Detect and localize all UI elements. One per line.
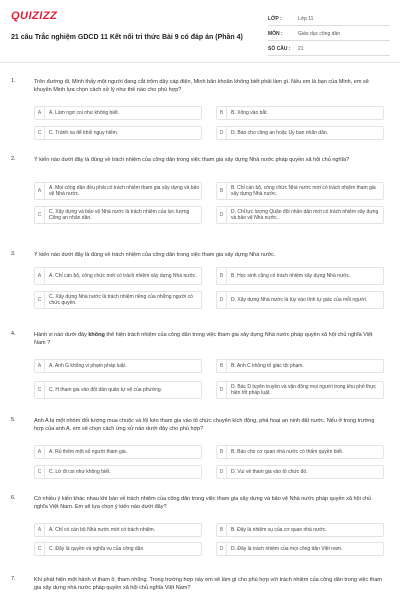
question-number: 1. — [11, 78, 16, 84]
question-text-after: thể hiện trách nhiệm của công dân trong việc tham gia xây dựng Nhà nước pháp quyền xã hội chủ nghĩa Việt Nam ? — [34, 332, 373, 346]
option-letter: D — [217, 292, 227, 308]
option-text: B. Xông vào bắt. — [231, 109, 268, 116]
option-letter: D — [217, 543, 227, 555]
option-c[interactable] — [34, 381, 202, 399]
meta-table — [268, 12, 390, 57]
option-text: A. Mọi công dân đều phải có trách nhiệm tham gia xây dựng và bảo vệ Nhà nước. — [49, 184, 200, 197]
option-a[interactable] — [34, 445, 202, 459]
meta-row-grade — [268, 12, 390, 26]
option-b[interactable] — [216, 182, 384, 200]
option-b[interactable] — [216, 106, 384, 120]
option-d[interactable] — [216, 542, 384, 556]
question-text: Anh A bị một nhóm đối tượng mua chuộc và lôi kéo tham gia vào tổ chức chuyên kích động, phá hoại an ninh đất nước. Nếu ở trong trường hợp của anh A, em sẽ chọn cách ứng xử nào dưới đây cho phù hợp? — [34, 418, 375, 432]
option-letter: A — [35, 524, 45, 536]
option-text: C. Xây dựng và bảo vệ Nhà nước là trách nhiệm của lực lượng Công an nhân dân. — [49, 208, 190, 221]
option-b[interactable] — [216, 445, 384, 459]
option-text: A. Anh G không vi phạm pháp luật. — [49, 362, 127, 369]
option-letter: A — [35, 268, 45, 284]
option-text: D. Chỉ lực lượng Quân đội nhân dân mới có trách nhiệm xây dựng và bảo vệ Nhà nước. — [231, 208, 379, 221]
option-letter: B — [217, 268, 227, 284]
option-letter: C — [35, 382, 45, 398]
option-c[interactable] — [34, 465, 202, 479]
option-letter: A — [35, 107, 45, 119]
option-letter: A — [35, 183, 45, 199]
option-c[interactable] — [34, 126, 202, 140]
option-letter: C — [35, 207, 45, 223]
meta-row-count — [268, 42, 390, 56]
option-text: B. Đây là nhiệm vụ của cơ quan nhà nước. — [231, 526, 327, 533]
option-a[interactable] — [34, 523, 202, 537]
option-letter: C — [35, 127, 45, 139]
option-letter: A — [35, 360, 45, 372]
option-letter: C — [35, 543, 45, 555]
option-d[interactable] — [216, 206, 384, 224]
option-text: C. Xây dựng Nhà nước là trách nhiệm riêng của những người có chức quyền. — [49, 293, 193, 306]
option-d[interactable] — [216, 126, 384, 140]
option-a[interactable] — [34, 182, 202, 200]
option-text: D. Xây dựng Nhà nước là tùy vào tính tự giác của mỗi người. — [231, 296, 368, 303]
question-text-emphasis: không — [88, 332, 105, 338]
question-text: Khi phát hiện một hành vi tham ô, tham nhũng. Trong trường hợp này em sẽ làm gì cho phù hợp với trách nhiệm của công dân trong việc tham gia xây dựng nhà nước pháp quyền xã hội chủ nghĩa Việt Nam? — [34, 577, 382, 591]
option-letter: D — [217, 127, 227, 139]
option-letter: B — [217, 446, 227, 458]
meta-value: 21 — [298, 45, 304, 52]
question-text: Có nhiều ý kiến khác nhau khi bàn về trách nhiệm của công dân trong việc tham gia xây dựng và bảo vệ Nhà nước pháp quyền xã hội chủ nghĩa Việt Nam. Em sẽ lựa chọn ý kiến nào dưới đây? — [34, 496, 372, 510]
option-letter: D — [217, 207, 227, 223]
option-letter: C — [35, 292, 45, 308]
option-letter: A — [35, 446, 45, 458]
question-text: Ý kiến nào dưới đây là đúng về trách nhiệm của công dân trong việc tham gia xây dựng Nhà nước pháp quyền xã hội chủ nghĩa? — [34, 157, 350, 163]
question-number: 3. — [11, 251, 16, 257]
option-letter: B — [217, 524, 227, 536]
meta-row-subject — [268, 27, 390, 41]
option-text: B. Anh C không tố giác tội phạm. — [231, 362, 304, 369]
quizizz-logo: QUIZIZZ — [11, 10, 58, 22]
option-text: B. Chỉ cán bộ, công chức Nhà nước mới có trách nhiệm tham gia xây dựng Nhà nước. — [231, 184, 376, 197]
option-c[interactable] — [34, 206, 202, 224]
meta-key: SỐ CÂU : — [268, 45, 291, 52]
option-b[interactable] — [216, 523, 384, 537]
meta-key: LỚP : — [268, 15, 282, 22]
option-text: B. Báo cho cơ quan nhà nước có thẩm quyền biết. — [231, 448, 344, 455]
page-title: 21 câu Trắc nghiệm GDCD 11 Kết nối tri thức Bài 9 có đáp án (Phần 4) — [11, 34, 243, 41]
option-text: A. Làm ngơ coi như không biết. — [49, 109, 119, 116]
option-text: C. Đây là quyền và nghĩa vụ của công dân. — [49, 545, 145, 552]
option-letter: C — [35, 466, 45, 478]
header-divider — [0, 62, 400, 63]
option-letter: D — [217, 466, 227, 478]
option-text: C. Lờ đi coi như không biết. — [49, 468, 111, 475]
option-a[interactable] — [34, 359, 202, 373]
option-text: B. Học sinh cũng có trách nhiệm xây dựng Nhà nước. — [231, 272, 351, 279]
option-letter: B — [217, 107, 227, 119]
option-c[interactable] — [34, 542, 202, 556]
option-text: C. Tránh xa để khỏi nguy hiểm. — [49, 129, 119, 136]
option-c[interactable] — [34, 291, 202, 309]
option-d[interactable] — [216, 465, 384, 479]
meta-value: Giáo dục công dân — [298, 30, 340, 37]
option-text: D. Vui vẻ tham gia vào tổ chức đó. — [231, 468, 308, 475]
question-number: 2. — [11, 156, 16, 162]
option-letter: B — [217, 183, 227, 199]
option-a[interactable] — [34, 267, 202, 285]
option-b[interactable] — [216, 359, 384, 373]
meta-value: Lớp 11 — [298, 15, 314, 22]
option-letter: D — [217, 382, 227, 398]
question-number: 7. — [11, 576, 16, 582]
option-text: D. Báo cho công an hoặc Uỷ ban nhân dân. — [231, 129, 329, 136]
meta-key: MÔN : — [268, 30, 283, 37]
option-b[interactable] — [216, 267, 384, 285]
option-text: D. Bác D tuyên truyền và vận động mọi người trong khu phố thực hiện tốt pháp luật. — [231, 383, 377, 396]
document-header — [0, 0, 400, 58]
option-text: A. Rủ thêm một số người tham gia. — [49, 448, 128, 455]
option-letter: B — [217, 360, 227, 372]
option-text: D. Đây là trách nhiệm của mọi công dân Việt nam. — [231, 545, 343, 552]
question-number: 4. — [11, 331, 16, 337]
option-d[interactable] — [216, 381, 384, 399]
option-text: A. Chỉ có cán bộ Nhà nước mới có trách nhiệm. — [49, 526, 156, 533]
question-number: 5. — [11, 417, 16, 423]
option-d[interactable] — [216, 291, 384, 309]
question-text-before: Hành vi nào dưới đây — [34, 332, 89, 338]
question-text: Trên đường đi, Minh thấy một người đang cắt trộm dây cáp điện, Minh băn khoăn không biết phải làm gì. Nếu em là bạn của Minh, em sẽ khuyên Minh lựa chọn cách xử lý như thế nào cho phù hợp? — [34, 79, 369, 93]
question-text: Ý kiến nào dưới đây là đúng về trách nhiệm của công dân trong việc tham gia xây dựng Nhà nước. — [34, 252, 276, 258]
option-a[interactable] — [34, 106, 202, 120]
question-text — [34, 331, 384, 347]
option-text: A. Chỉ cán bộ, công chức mới có trách nhiệm xây dựng Nhà nước. — [49, 272, 197, 279]
question-number: 6. — [11, 495, 16, 501]
option-text: C. H tham gia vào đội dân quân tự vệ của phường. — [49, 386, 163, 393]
